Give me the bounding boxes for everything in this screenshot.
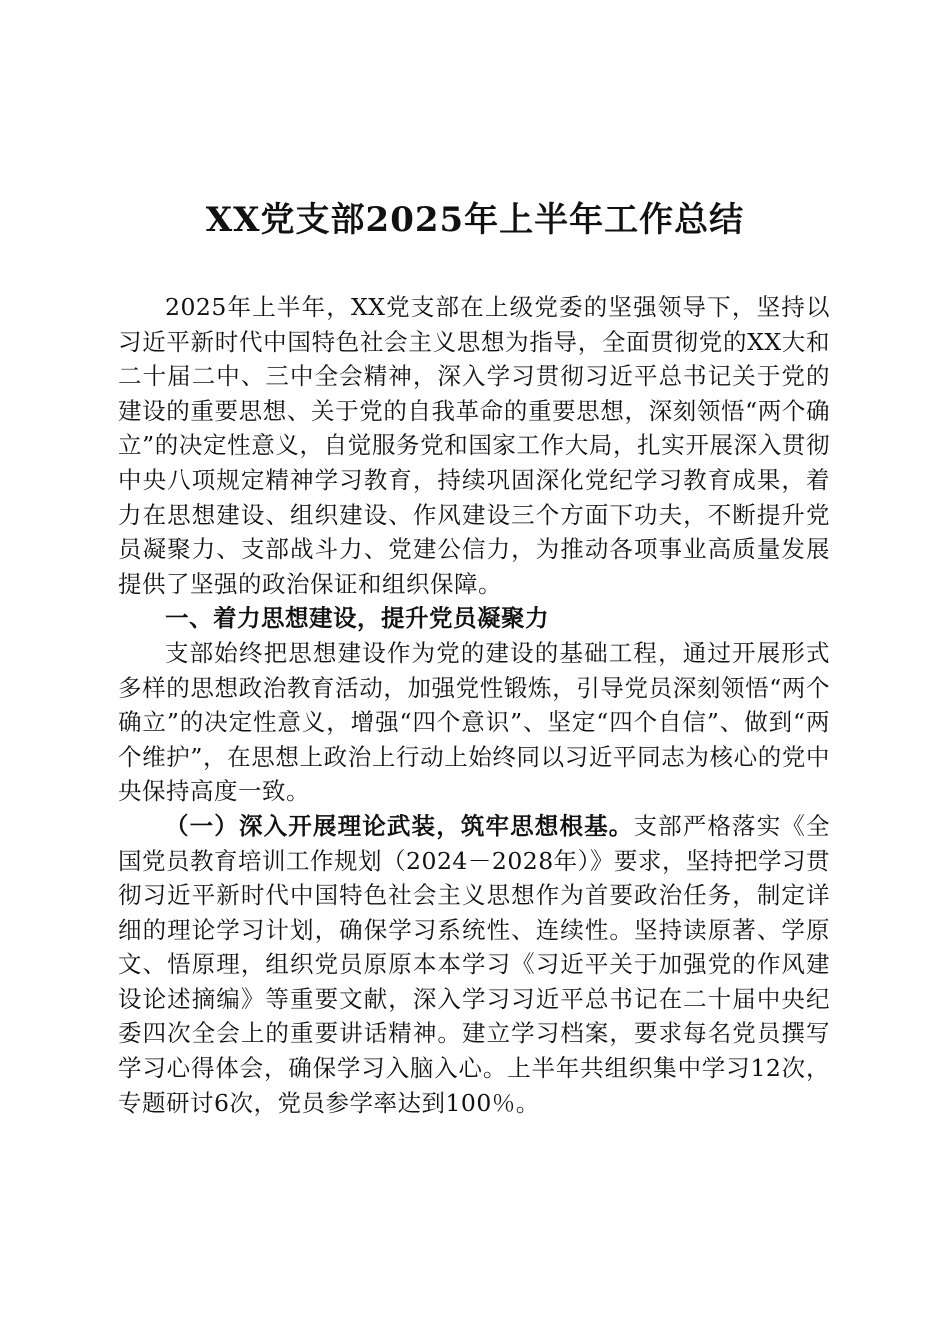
section-paragraph: 支部始终把思想建设作为党的建设的基础工程，通过开展形式多样的思想政治教育活动，加强党性锻炼，引导党员深刻领悟“两个确立”的决定性意义，增强“四个意识”、坚定“四个自信”、做到“两个维护”，在思想上政治上行动上始终同以习近平同志为核心的党中央保持高度一致。 — [118, 638, 830, 806]
subsection-lead: （一）深入开展理论武装，筑牢思想根基。 — [165, 811, 634, 840]
document-title: XX党支部2025年上半年工作总结 — [205, 200, 745, 240]
section-heading: 一、着力思想建设，提升党员凝聚力 — [165, 604, 549, 633]
intro-paragraph: 2025年上半年，XX党支部在上级党委的坚强领导下，坚持以习近平新时代中国特色社会主义思想为指导，全面贯彻党的XX大和二十届二中、三中全会精神，深入学习贯彻习近平总书记关于党的建设的重要思想、关于党的自我革命的重要思想，深刻领悟“两个确立”的决定性意义，自觉服务党和国家工作大局，扎实开展深入贯彻中央八项规定精神学习教育，持续巩固深化党纪学习教育成果，着力在思想建设、组织建设、作风建设三个方面下功夫，不断提升党员凝聚力、支部战斗力、党建公信力，为推动各项事业高质量发展提供了坚强的政治保证和组织保障。 — [118, 293, 830, 598]
subsection-text: 支部严格落实《全国党员教育培训工作规划（2024－2028年）》要求，坚持把学习贯彻习近平新时代中国特色社会主义思想作为首要政治任务，制定详细的理论学习计划，确保学习系统性、连续性。坚持读原著、学原文、悟原理，组织党员原原本本学习《习近平关于加强党的作风建设论述摘编》等重要文献，深入学习习近平总书记在二十届中央纪委四次全会上的重要讲话精神。建立学习档案，要求每名党员撰写学习心得体会，确保学习入脑入心。上半年共组织集中学习12次，专题研讨6次，党员参学率达到100％。 — [118, 811, 831, 1117]
subsection-paragraph — [118, 809, 830, 1120]
document-body — [118, 290, 830, 1120]
